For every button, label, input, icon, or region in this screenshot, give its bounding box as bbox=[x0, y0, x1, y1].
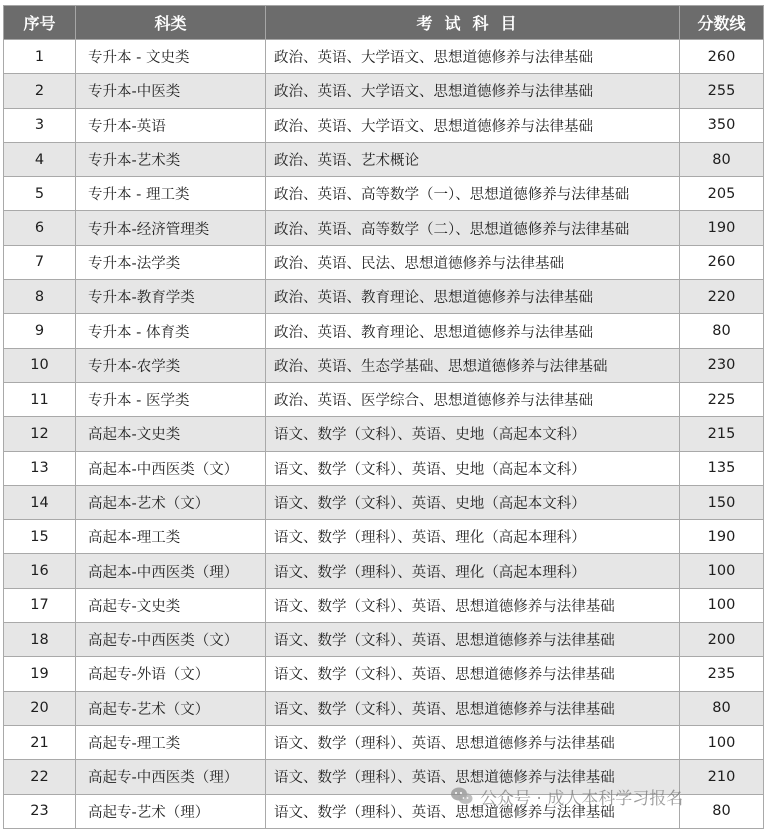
row-num: 8 bbox=[4, 280, 76, 314]
row-score: 210 bbox=[680, 760, 764, 794]
row-score: 260 bbox=[680, 40, 764, 74]
row-subjects: 语文、数学（文科）、英语、思想道德修养与法律基础 bbox=[266, 657, 680, 691]
row-subjects: 政治、英语、高等数学（二）、思想道德修养与法律基础 bbox=[266, 211, 680, 245]
row-num: 2 bbox=[4, 74, 76, 108]
header-row bbox=[4, 6, 764, 40]
row-num: 17 bbox=[4, 588, 76, 622]
row-score: 100 bbox=[680, 588, 764, 622]
admission-score-table bbox=[3, 5, 764, 829]
table-row bbox=[4, 485, 764, 519]
row-category: 专升本-艺术类 bbox=[76, 142, 266, 176]
table-row bbox=[4, 760, 764, 794]
row-subjects: 语文、数学（文科）、英语、史地（高起本文科） bbox=[266, 451, 680, 485]
row-num: 16 bbox=[4, 554, 76, 588]
row-num: 7 bbox=[4, 245, 76, 279]
table-row bbox=[4, 314, 764, 348]
row-score: 150 bbox=[680, 485, 764, 519]
header-category: 科类 bbox=[76, 6, 266, 40]
row-subjects: 语文、数学（文科）、英语、思想道德修养与法律基础 bbox=[266, 588, 680, 622]
row-subjects: 语文、数学（理科）、英语、理化（高起本理科） bbox=[266, 520, 680, 554]
row-score: 80 bbox=[680, 794, 764, 828]
table-row bbox=[4, 417, 764, 451]
row-num: 19 bbox=[4, 657, 76, 691]
row-subjects: 政治、英语、大学语文、思想道德修养与法律基础 bbox=[266, 40, 680, 74]
table-row bbox=[4, 623, 764, 657]
row-category: 专升本-中医类 bbox=[76, 74, 266, 108]
row-score: 100 bbox=[680, 725, 764, 759]
row-score: 350 bbox=[680, 108, 764, 142]
row-subjects: 政治、英语、教育理论、思想道德修养与法律基础 bbox=[266, 314, 680, 348]
row-score: 190 bbox=[680, 211, 764, 245]
header-num: 序号 bbox=[4, 6, 76, 40]
row-num: 23 bbox=[4, 794, 76, 828]
row-num: 14 bbox=[4, 485, 76, 519]
row-score: 220 bbox=[680, 280, 764, 314]
table-row bbox=[4, 108, 764, 142]
row-category: 高起本-中西医类（文） bbox=[76, 451, 266, 485]
row-num: 4 bbox=[4, 142, 76, 176]
row-num: 18 bbox=[4, 623, 76, 657]
header-subjects: 考试科目 bbox=[266, 6, 680, 40]
row-category: 高起专-中西医类（文） bbox=[76, 623, 266, 657]
table-header bbox=[4, 6, 764, 40]
row-subjects: 语文、数学（理科）、英语、思想道德修养与法律基础 bbox=[266, 725, 680, 759]
row-category: 高起专-中西医类（理） bbox=[76, 760, 266, 794]
row-score: 200 bbox=[680, 623, 764, 657]
row-category: 专升本-法学类 bbox=[76, 245, 266, 279]
row-score: 225 bbox=[680, 382, 764, 416]
table-row bbox=[4, 588, 764, 622]
row-score: 260 bbox=[680, 245, 764, 279]
row-num: 21 bbox=[4, 725, 76, 759]
table-body bbox=[4, 40, 764, 829]
watermark-text: 公众号 · 成人本科学习报名 bbox=[480, 788, 684, 809]
row-category: 专升本-经济管理类 bbox=[76, 211, 266, 245]
row-subjects: 语文、数学（理科）、英语、思想道德修养与法律基础 bbox=[266, 760, 680, 794]
row-score: 205 bbox=[680, 177, 764, 211]
table-row bbox=[4, 657, 764, 691]
row-category: 高起专-艺术（文） bbox=[76, 691, 266, 725]
row-subjects: 政治、英语、民法、思想道德修养与法律基础 bbox=[266, 245, 680, 279]
row-subjects: 语文、数学（理科）、英语、思想道德修养与法律基础 bbox=[266, 794, 680, 828]
table-row bbox=[4, 40, 764, 74]
row-score: 100 bbox=[680, 554, 764, 588]
row-num: 3 bbox=[4, 108, 76, 142]
row-score: 80 bbox=[680, 691, 764, 725]
row-score: 80 bbox=[680, 314, 764, 348]
row-category: 高起专-艺术（理） bbox=[76, 794, 266, 828]
row-score: 80 bbox=[680, 142, 764, 176]
table-row bbox=[4, 74, 764, 108]
row-subjects: 语文、数学（文科）、英语、思想道德修养与法律基础 bbox=[266, 691, 680, 725]
row-category: 专升本 - 理工类 bbox=[76, 177, 266, 211]
row-category: 高起本-中西医类（理） bbox=[76, 554, 266, 588]
table-row bbox=[4, 520, 764, 554]
row-subjects: 政治、英语、生态学基础、思想道德修养与法律基础 bbox=[266, 348, 680, 382]
row-score: 190 bbox=[680, 520, 764, 554]
table-row bbox=[4, 554, 764, 588]
row-score: 215 bbox=[680, 417, 764, 451]
row-subjects: 政治、英语、艺术概论 bbox=[266, 142, 680, 176]
row-category: 专升本 - 医学类 bbox=[76, 382, 266, 416]
row-num: 10 bbox=[4, 348, 76, 382]
row-category: 专升本 - 文史类 bbox=[76, 40, 266, 74]
table-row bbox=[4, 691, 764, 725]
row-category: 专升本-农学类 bbox=[76, 348, 266, 382]
table-row bbox=[4, 177, 764, 211]
row-category: 高起本-理工类 bbox=[76, 520, 266, 554]
row-subjects: 语文、数学（文科）、英语、史地（高起本文科） bbox=[266, 485, 680, 519]
table-row bbox=[4, 245, 764, 279]
row-score: 235 bbox=[680, 657, 764, 691]
row-num: 20 bbox=[4, 691, 76, 725]
row-category: 专升本-教育学类 bbox=[76, 280, 266, 314]
row-subjects: 语文、数学（文科）、英语、思想道德修养与法律基础 bbox=[266, 623, 680, 657]
row-num: 5 bbox=[4, 177, 76, 211]
table-row bbox=[4, 348, 764, 382]
row-num: 22 bbox=[4, 760, 76, 794]
row-subjects: 政治、英语、大学语文、思想道德修养与法律基础 bbox=[266, 108, 680, 142]
row-num: 12 bbox=[4, 417, 76, 451]
row-score: 230 bbox=[680, 348, 764, 382]
table-row bbox=[4, 142, 764, 176]
table-row bbox=[4, 451, 764, 485]
row-category: 高起专-文史类 bbox=[76, 588, 266, 622]
row-subjects: 政治、英语、医学综合、思想道德修养与法律基础 bbox=[266, 382, 680, 416]
row-category: 高起本-艺术（文） bbox=[76, 485, 266, 519]
row-num: 1 bbox=[4, 40, 76, 74]
header-score: 分数线 bbox=[680, 6, 764, 40]
table-row bbox=[4, 794, 764, 828]
row-subjects: 语文、数学（文科）、英语、史地（高起本文科） bbox=[266, 417, 680, 451]
row-subjects: 语文、数学（理科）、英语、理化（高起本理科） bbox=[266, 554, 680, 588]
row-num: 13 bbox=[4, 451, 76, 485]
row-category: 高起本-文史类 bbox=[76, 417, 266, 451]
row-num: 6 bbox=[4, 211, 76, 245]
row-num: 9 bbox=[4, 314, 76, 348]
table-row bbox=[4, 382, 764, 416]
row-score: 255 bbox=[680, 74, 764, 108]
row-subjects: 政治、英语、教育理论、思想道德修养与法律基础 bbox=[266, 280, 680, 314]
row-num: 11 bbox=[4, 382, 76, 416]
table-row bbox=[4, 280, 764, 314]
table-row bbox=[4, 211, 764, 245]
row-score: 135 bbox=[680, 451, 764, 485]
row-subjects: 政治、英语、高等数学（一）、思想道德修养与法律基础 bbox=[266, 177, 680, 211]
row-subjects: 政治、英语、大学语文、思想道德修养与法律基础 bbox=[266, 74, 680, 108]
row-category: 专升本-英语 bbox=[76, 108, 266, 142]
row-category: 专升本 - 体育类 bbox=[76, 314, 266, 348]
row-category: 高起专-外语（文） bbox=[76, 657, 266, 691]
table-row bbox=[4, 725, 764, 759]
row-category: 高起专-理工类 bbox=[76, 725, 266, 759]
row-num: 15 bbox=[4, 520, 76, 554]
